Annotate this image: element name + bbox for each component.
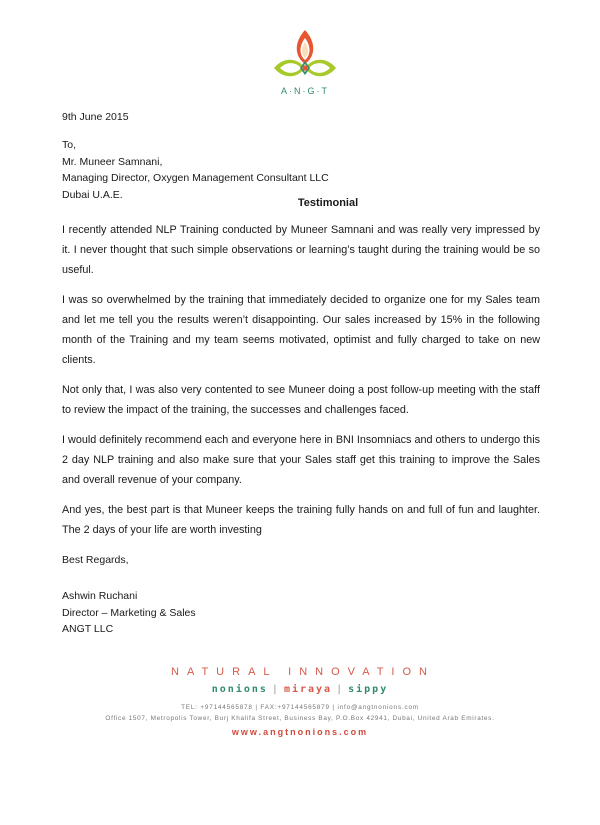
logo-wordmark: A·N·G·T [281,86,329,96]
letter-subject: Testimonial [297,197,359,209]
footer-address: Office 1507, Metropolis Tower, Burj Khalifa Street, Business Bay, P.O.Box 42941, Dubai, United Arab Emirates. [105,715,495,722]
letterhead-footer [0,666,600,737]
brand-sippy: sippy [348,684,389,695]
signatory-company: ANGT LLC [62,623,114,635]
signature-block [62,588,196,638]
footer-brands [0,684,600,695]
recipient-title: Managing Director, Oxygen Management Consultant LLC [62,172,329,184]
brand-separator: | [271,684,280,695]
salutation: To, [62,139,77,151]
signatory-title: Director – Marketing & Sales [62,606,196,619]
closing: Best Regards, [62,554,129,566]
footer-tagline: NATURAL INNOVATION [171,666,435,678]
body-paragraph: I recently attended NLP Training conducted by Muneer Samnani and was really very impressed by it. I never thought that such simple observations or learning’s taught during the training would be so useful. [62,224,540,276]
body-paragraph: And yes, the best part is that Muneer keeps the training fully hands on and full of fun and laughter. The 2 days of your life are worth investing [62,504,540,536]
footer-website-link[interactable]: www.angtnonions.com [231,727,369,737]
brand-nonions: nonions [211,684,268,695]
body-paragraph: I would definitely recommend each and everyone here in BNI Insomniacs and others to undergo this 2 day NLP training and also make sure that your Sales staff get this training to improve the Sales and overall revenue of your company. [62,434,540,486]
recipient-address [62,137,329,203]
body-paragraph: Not only that, I was also very contented to see Muneer doing a post follow-up meeting with the staff to review the impact of the training, the successes and challenges faced. [62,384,540,416]
lotus-flame-logo-icon [272,28,338,80]
body-paragraph: I was so overwhelmed by the training that immediately decided to organize one for my Sales team and let me tell you the results weren’t disappointing. Our sales increased by 15% in the following month of the Training and my team seems motivated, optimist and fully charged to take on new clients. [62,294,540,366]
brand-miraya: miraya [283,684,333,695]
recipient-name: Mr. Muneer Samnani, [62,155,163,168]
footer-contact: TEL: +97144565878 | FAX:+97144565879 | info@angtnonions.com [181,704,419,711]
letter-body [62,220,540,550]
signatory-name: Ashwin Ruchani [62,590,138,602]
letter-date: 9th June 2015 [62,111,129,123]
recipient-location: Dubai U.A.E. [62,188,123,201]
brand-separator: | [336,684,345,695]
